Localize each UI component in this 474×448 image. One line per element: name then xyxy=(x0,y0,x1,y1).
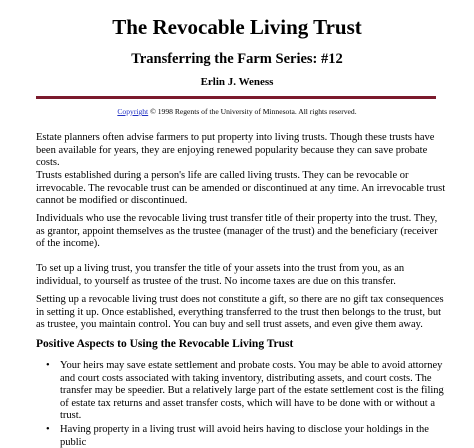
list-item xyxy=(36,424,446,448)
bullet-icon: • xyxy=(46,360,50,371)
list-item xyxy=(36,360,446,423)
copyright-text: © 1998 Regents of the University of Minnesota. All rights reserved. xyxy=(148,107,357,116)
paragraph-2: Trusts established during a person's life are called living trusts. They can be revocable or irrevocable. The revocable trust can be amended or discontinued at any time. An irrevocable trust cannot be modified or discontinued. xyxy=(36,170,446,207)
bullet-icon: • xyxy=(46,423,50,435)
copyright-link[interactable]: Copyright xyxy=(117,107,149,116)
list-item-text: Having property in a living trust will avoid heirs having to disclose your holdings in the public xyxy=(60,423,429,448)
title-divider xyxy=(36,96,436,99)
paragraph-4: To set up a living trust, you transfer the title of your assets into the trust from you, as an individual, to yourself as trustee of the trust. No income taxes are due on this transfer. xyxy=(36,263,405,287)
paragraph-5: Setting up a revocable living trust does not constitute a gift, so there are no gift tax consequences in setting it up. Once established, everything transferred to the trust then belongs to the trust, but as trustee, you maintain control. You can buy and sell trust assets, and even give them away. xyxy=(36,294,444,331)
positive-aspects-list xyxy=(36,360,446,448)
paragraph-3: Individuals who use the revocable living trust transfer title of their property into the trust. They, as grantor, appoint themselves as the trustee (manager of the trust) and the beneficiary (receiver of the income). xyxy=(36,213,438,250)
document-author: Erlin J. Weness xyxy=(200,76,274,88)
copyright-line xyxy=(0,107,474,117)
section-heading: Positive Aspects to Using the Revocable Living Trust xyxy=(36,338,294,350)
paragraph-1: Estate planners often advise farmers to put property into living trusts. Though these trusts have been available for years, they are enjoying renewed popularity because they can save probate costs. xyxy=(36,132,435,169)
document-title: The Revocable Living Trust xyxy=(112,15,362,39)
document-subtitle: Transferring the Farm Series: #12 xyxy=(131,51,343,67)
list-item-text: Your heirs may save estate settlement and probate costs. You may be able to avoid attorney and court costs associated with taking inventory, distributing assets, and court costs. The transfer may be speedier. But a relatively large part of the estate settlement cost is the filing of estate tax returns and asset transfer costs, which will have to be done with or without a trust. xyxy=(60,360,444,422)
